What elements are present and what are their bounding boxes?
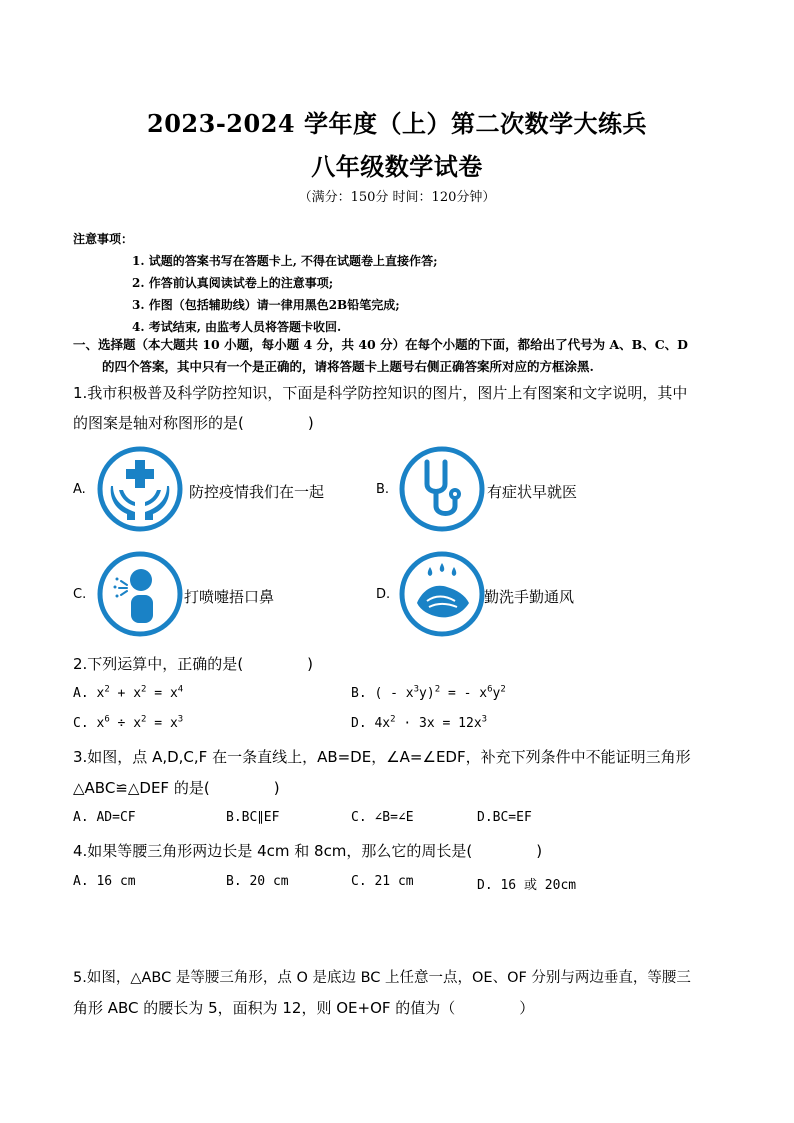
q1-option-caption: 打喷嚏捂口鼻 [184,588,275,606]
notice-item: 3. 作图（包括辅助线）请一律用黑色2B铅笔完成; [132,298,400,312]
q3-paren-close: ) [273,779,280,797]
exam-subtitle: 八年级数学试卷 [311,152,483,181]
q1-stem-text: 的图案是轴对称图形的是( [73,414,244,432]
q1-option-label: C. [73,587,87,602]
q5-stem-text: 角形 ABC 的腰长为 5，面积为 12，则 OE+OF 的值为（ [73,999,456,1017]
q2-stem [73,653,313,674]
q3-stem-cont [73,777,280,798]
q4-stem [73,840,542,861]
q3-option: D.BC=EF [477,810,532,825]
notice-item: 2. 作答前认真阅读试卷上的注意事项; [132,276,334,290]
q1-option-caption: 有症状早就医 [487,483,578,501]
notice-item: 4. 考试结束, 由监考人员将答题卡收回. [132,320,342,334]
q4-option: D. 16 或 20cm [477,878,577,893]
q3-option: A. AD=CF [73,810,136,825]
q1-stem-cont [73,412,314,433]
q2-option-label: C. [73,716,89,731]
q1-paren-close: ) [307,414,314,432]
q2-option-c: C. $x^6 \div x^2 = x^3$ [73,714,184,731]
q4-option: B. 20 cm [226,874,289,889]
notice-heading: 注意事项： [73,232,134,246]
q1-option-label: B. [376,482,390,497]
q2-option-b: B. ( - $x^3y)^2$ = - $x^6y^2$ [351,684,506,701]
q5-stem-cont [73,997,534,1018]
q3-stem: 3.如图，点 A,D,C,F 在一条直线上，AB=DE，∠A=∠EDF，补充下列条件中不能证明三角形 [73,748,691,766]
q4-option: C. 21 cm [351,874,414,889]
handwash-icon [399,551,485,637]
stethoscope-icon [399,446,485,532]
q1-stem: 1.我市积极普及科学防控知识，下面是科学防控知识的图片，图片上有图案和文字说明，其中 [73,384,688,402]
q3-option: B.BC∥EF [226,810,280,825]
sneeze-icon [97,551,183,637]
q2-option-label: D. [351,716,367,731]
notice-item: 1. 试题的答案书写在答题卡上, 不得在试题卷上直接作答; [132,254,438,268]
q1-option-label: A. [73,482,86,497]
q5-paren-close: ） [519,999,535,1017]
q2-option-label: B. [351,686,367,701]
exam-meta: （满分：150分 时间：120分钟） [298,190,496,205]
q1-option-label: D. [376,587,391,602]
q2-option-label: A. [73,686,89,701]
q4-stem-text: 4.如果等腰三角形两边长是 4cm 和 8cm，那么它的周长是( [73,842,473,860]
q5-stem: 5.如图，△ABC 是等腰三角形，点 O 是底边 BC 上任意一点，OE、OF 分别与两边垂直，等腰三 [73,970,691,986]
q2-stem-text: 2.下列运算中，正确的是( [73,655,244,673]
hands-cross-icon [97,446,183,532]
q3-stem-text: △ABC≌△DEF 的是( [73,779,210,797]
q2-paren-close: ) [307,655,314,673]
section-heading: 一、选择题（本大题共 10 小题，每小题 4 分，共 40 分）在每个小题的下面，都给出了代号为 A、B、C、D [73,337,689,352]
q4-paren-close: ) [536,842,543,860]
section-heading-cont: 的四个答案，其中只有一个是正确的，请将答题卡上题号右侧正确答案所对应的方框涂黑. [102,359,594,374]
q2-option-a: A. $x^2 + x^2 = x^4$ [73,684,184,701]
exam-title: 2023-2024 学年度（上）第二次数学大练兵 [147,109,647,138]
q4-option: A. 16 cm [73,874,136,889]
q2-option-d: D. $4x^2 \cdot 3x = 12x^3$ [351,714,488,731]
q1-option-caption: 防控疫情我们在一起 [189,483,325,501]
q3-option: C. ∠B=∠E [351,810,414,825]
q1-option-caption: 勤洗手勤通风 [484,588,575,606]
